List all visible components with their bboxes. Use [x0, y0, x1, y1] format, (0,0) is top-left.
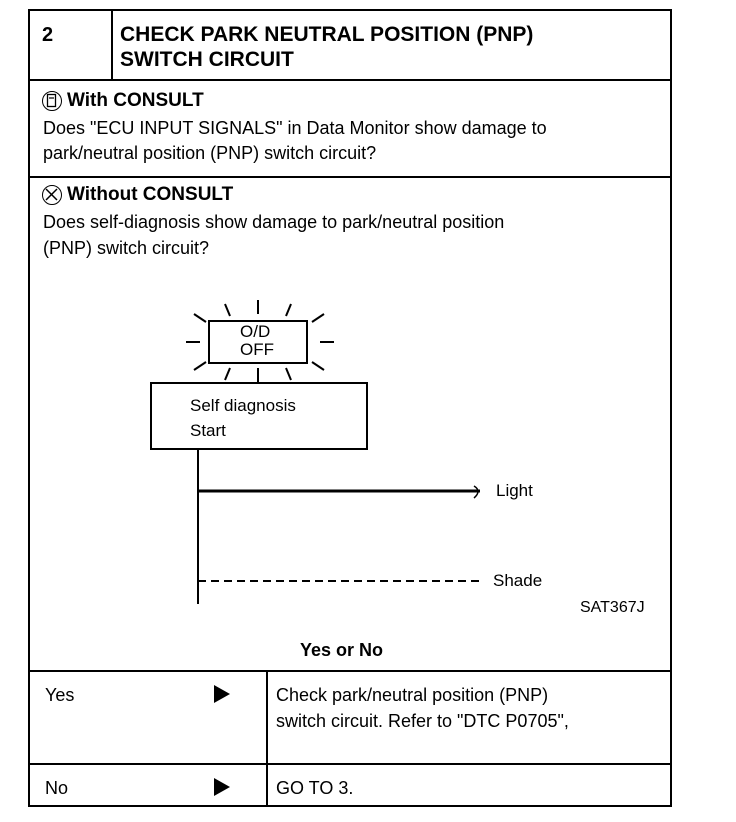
- with-consult-line1: Does "ECU INPUT SIGNALS" in Data Monitor show damage to: [43, 118, 547, 138]
- yes-arrow-icon: [214, 685, 230, 703]
- lamp-line1: O/D: [240, 322, 271, 341]
- answer-yes-action-line1: Check park/neutral position (PNP): [276, 685, 549, 705]
- answer-no-key: No: [45, 778, 69, 798]
- with-consult-line2: park/neutral position (PNP) switch circuit?: [43, 143, 377, 163]
- header-rule: [28, 79, 672, 81]
- without-consult-line1: Does self-diagnosis show damage to park/neutral position: [43, 212, 505, 232]
- box-line2: Start: [190, 421, 226, 440]
- box-line1: Self diagnosis: [190, 396, 296, 415]
- answer-yes-key: Yes: [45, 685, 75, 705]
- signal-diagram: [190, 450, 510, 610]
- answer-rule: [28, 763, 672, 765]
- consult-rule: [28, 176, 672, 178]
- step-number: 2: [42, 24, 54, 46]
- shade-label: Shade: [493, 571, 543, 590]
- self-diagnosis-box: [150, 382, 368, 450]
- figure-code: SAT367J: [580, 599, 645, 616]
- question-rule: [28, 670, 672, 672]
- header-divider: [111, 9, 113, 81]
- no-consult-icon: [42, 185, 62, 205]
- step-title-line2: SWITCH CIRCUIT: [120, 48, 294, 71]
- answer-divider: [266, 670, 268, 807]
- consult-icon: [42, 91, 62, 111]
- answer-no-action-line1: GO TO 3.: [276, 778, 354, 798]
- no-arrow-icon: [214, 778, 230, 796]
- light-label: Light: [496, 481, 533, 500]
- without-consult-heading: Without CONSULT: [67, 184, 234, 205]
- step-title-line1: CHECK PARK NEUTRAL POSITION (PNP): [120, 23, 534, 46]
- without-consult-line2: (PNP) switch circuit?: [43, 238, 210, 258]
- answer-yes-action-line2: switch circuit. Refer to "DTC P0705",: [276, 711, 569, 731]
- with-consult-heading: With CONSULT: [67, 90, 204, 111]
- lamp-line2: OFF: [240, 340, 274, 359]
- yes-no-question: Yes or No: [300, 640, 384, 660]
